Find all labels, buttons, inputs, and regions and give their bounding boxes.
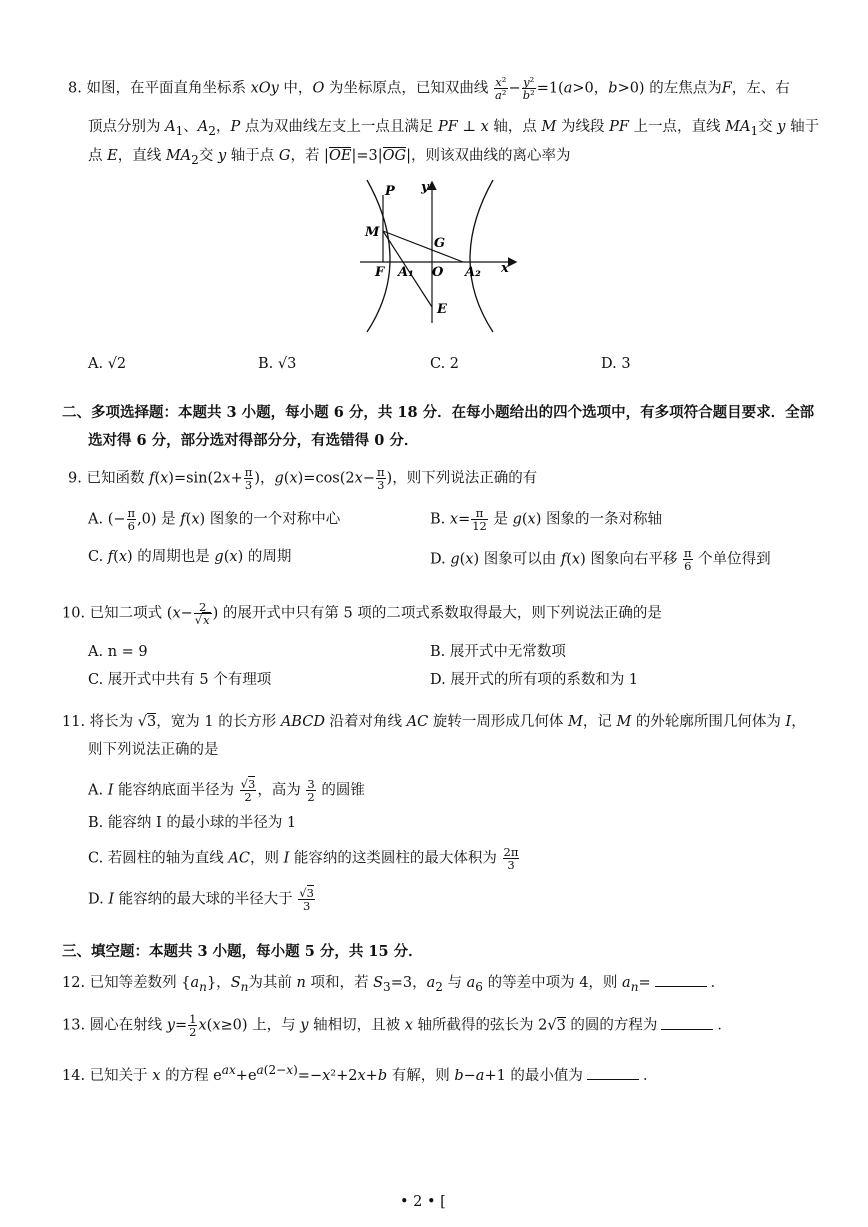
label-A2: A₂ (465, 265, 481, 280)
q11-line1: 11. 将长为 √3，宽为 1 的长方形 ABCD 沿着对角线 AC 旋转一周形成几何体 M，记 M 的外轮廓所围几何体为 I， (62, 714, 806, 730)
page-footer: • 2 • [ (400, 1194, 446, 1210)
q10-option-c[interactable]: C. 展开式中共有 5 个有理项 (88, 672, 272, 688)
q8-line1: 8. 如图，在平面直角坐标系 xOy 中，O 为坐标原点，已知双曲线 $\frac{\text{x²}}{\text{a²}}$ − $\frac{\text{y²}}{\text{b²}}$ =1(a>0，b>0) 的左焦点为F，左、右 (68, 75, 790, 102)
q11-option-a[interactable]: A. I 能容纳底面半径为 $\frac{√3}{2}$ ，高为 $\frac{3}{2}$ 的圆锥 (88, 777, 365, 804)
q10-option-b[interactable]: B. 展开式中无常数项 (430, 644, 566, 660)
q9-stem: 9. 已知函数 f(x)=sin(2x+ $\frac{\pi}{3}$ )，g(x)=cos(2x− $\frac{\pi}{3}$ )，则下列说法正确的有 (68, 465, 538, 492)
section3-heading: 三、填空题：本题共 3 小题，每小题 5 分，共 15 分． (62, 943, 423, 960)
q11-option-c[interactable]: C. 若圆柱的轴为直线 AC，则 I 能容纳的这类圆柱的最大体积为 $\frac{2\pi}{3}$ (88, 845, 519, 872)
q8-option-b[interactable]: B. √3 (258, 356, 297, 372)
label-E: E (437, 302, 447, 317)
q8-option-d[interactable]: D. 3 (601, 356, 631, 372)
q13: 13. 圆心在射线 y= $\frac{1}{2}$ x(x≥0) 上，与 y 轴相切，且被 x 轴所截得的弦长为 2√3 的圆的方程为 ． (62, 1012, 732, 1039)
label-F: F (375, 265, 385, 280)
q9-option-b[interactable]: B. x= $\frac{\pi}{12}$ 是 g(x) 图象的一条对称轴 (430, 506, 662, 533)
label-G: G (434, 236, 446, 251)
q11-option-b[interactable]: B. 能容纳 I 的最小球的半径为 1 (88, 815, 297, 831)
q13-answer-blank[interactable] (661, 1015, 713, 1030)
q12: 12. 已知等差数列 $\{a_n\}$，$S_n$为其前 n 项和，若 $S_3=3$，$a_2$ 与 $a_6$ 的等差中项为 4，则 $a_n=$ ． (62, 972, 725, 997)
q9-option-a[interactable]: A. (− $\frac{\pi}{6}$ ,0) 是 f(x) 图象的一个对称中心 (88, 506, 341, 533)
section2-heading: 二、多项选择题：本题共 3 小题，每小题 6 分，共 18 分．在每小题给出的四个选项中，有多项符合题目要求．全部 (62, 404, 815, 421)
q9-option-c[interactable]: C. f(x) 的周期也是 g(x) 的周期 (88, 549, 292, 565)
q9-option-d[interactable]: D. g(x) 图象可以由 f(x) 图象向右平移 $\frac{\pi}{6}$ 个单位得到 (430, 546, 771, 573)
q10-stem: 10. 已知二项式 (x− $\frac{2}{√x}$ ) 的展开式中只有第 5 项的二项式系数取得最大，则下列说法正确的是 (62, 600, 662, 627)
label-M: M (365, 225, 380, 240)
q10-option-d[interactable]: D. 展开式的所有项的系数和为 1 (430, 672, 639, 688)
section2-heading-cont: 选对得 6 分，部分选对得部分分，有选错得 0 分． (88, 432, 419, 449)
label-A1: A₁ (398, 265, 414, 280)
label-x: x (501, 261, 509, 276)
q14: 14. 已知关于 x 的方程 $e^{ax}+e^{a(2-x)}=-x^2+2x+b$ 有解，则 b−a+1 的最小值为 ． (62, 1063, 658, 1084)
q8-option-c[interactable]: C. 2 (430, 356, 460, 372)
label-P: P (385, 184, 395, 199)
q8-line3: 点 E，直线 $MA_2$交 y 轴于点 G，若 |OE|=3|OG|，则该双曲线的离心率为 (88, 148, 571, 167)
q14-answer-blank[interactable] (587, 1065, 639, 1080)
q12-answer-blank[interactable] (655, 972, 707, 987)
q10-option-a[interactable]: A. n = 9 (88, 644, 148, 660)
hyperbola-figure (355, 175, 525, 335)
q11-option-d[interactable]: D. I 能容纳的最大球的半径大于 $\frac{√3}{3}$ (88, 886, 314, 913)
label-y: y (421, 180, 429, 195)
q8-line2: 顶点分别为 $A_1$、$A_2$，P 点为双曲线左支上一点且满足 PF ⊥ x 轴，点 M 为线段 PF 上一点，直线 $MA_1$交 y 轴于 (88, 119, 820, 138)
label-O: O (432, 265, 444, 280)
q8-option-a[interactable]: A. √2 (88, 356, 127, 372)
q11-line2: 则下列说法正确的是 (88, 742, 219, 758)
